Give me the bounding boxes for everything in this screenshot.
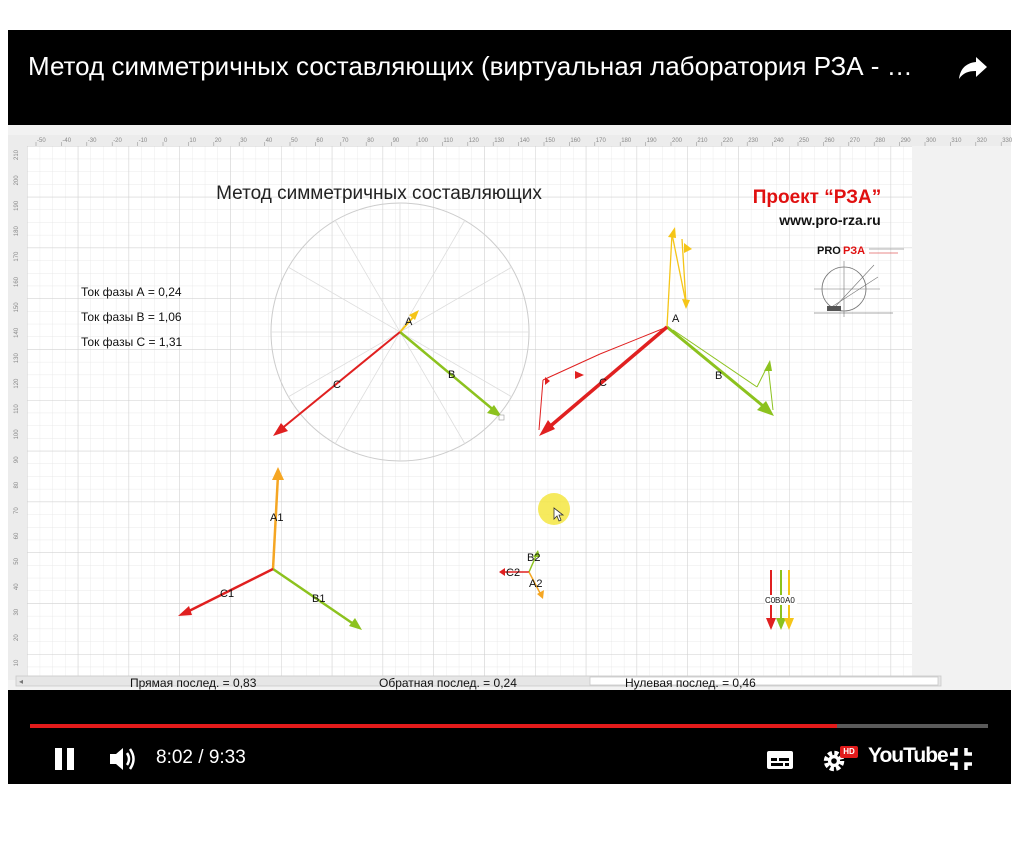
ruler-top-label: 140 — [519, 138, 530, 144]
current-phase-a: Ток фазы А = 0,24 — [81, 285, 182, 299]
ruler-top-label: 50 — [291, 138, 298, 144]
ruler-top-label: 230 — [748, 138, 759, 144]
current-phase-c: Ток фазы С = 1,31 — [81, 335, 183, 349]
time-separator: / — [192, 747, 209, 768]
ruler-top-label: 290 — [900, 138, 911, 144]
ruler-top-label: 170 — [595, 138, 606, 144]
ruler-left-label: 170 — [14, 251, 20, 262]
ruler-top-label: 300 — [926, 138, 937, 144]
zero-sequence-label: Нулевая послед. = 0,46 — [625, 676, 756, 690]
ruler-left-label: 100 — [14, 429, 20, 440]
ruler-left-label: 40 — [14, 583, 20, 591]
website-url: www.pro-rza.ru — [779, 212, 881, 228]
positive-sequence-label: Прямая послед. = 0,83 — [130, 676, 257, 690]
ruler-top-label: 330 — [1002, 138, 1013, 144]
youtube-logo[interactable]: YouTube — [868, 744, 948, 767]
ruler-left-label: 150 — [14, 302, 20, 313]
ruler-top-label: -10 — [138, 138, 148, 144]
ruler-top-label: 150 — [545, 138, 556, 144]
pause-button[interactable] — [52, 746, 78, 772]
ruler-left-label: 10 — [14, 659, 20, 667]
exit-fullscreen-icon — [948, 746, 974, 772]
label-c-sum: C — [599, 377, 607, 389]
ruler-left-label: 80 — [14, 481, 20, 489]
ruler-top-label: 200 — [672, 138, 683, 144]
ruler-top-label: 240 — [773, 138, 784, 144]
ruler-top-label: -30 — [87, 138, 97, 144]
ruler-top-label: 260 — [824, 138, 835, 144]
ruler-top-label: 90 — [392, 138, 400, 144]
title-bar — [8, 30, 1011, 125]
total-time: 9:33 — [208, 747, 246, 768]
volume-icon — [108, 745, 138, 773]
volume-button[interactable] — [108, 745, 138, 773]
ruler-top-label: 280 — [875, 138, 886, 144]
ruler-left-label: 200 — [14, 175, 20, 186]
ruler-left-label: 130 — [14, 353, 20, 364]
share-icon — [956, 50, 990, 84]
ruler-left-label: 120 — [14, 378, 20, 389]
hd-badge: HD — [843, 747, 855, 756]
subtitles-button[interactable] — [765, 748, 795, 772]
ruler-top-label: -20 — [113, 138, 122, 144]
mouse-cursor — [538, 493, 570, 525]
scroll-left-arrow[interactable]: ◂ — [19, 677, 24, 686]
ruler-top-label: 270 — [849, 138, 860, 144]
current-time: 8:02 — [156, 747, 193, 768]
ruler-left-label: 20 — [14, 634, 20, 641]
ruler-top-label: 250 — [799, 138, 810, 144]
pause-icon — [52, 746, 78, 772]
ruler-top-label: 100 — [418, 138, 429, 144]
ruler-left-label: 160 — [14, 276, 20, 288]
ruler-top-label: 220 — [722, 138, 733, 144]
ruler-top-label: 60 — [316, 138, 324, 144]
ruler-top-label: 70 — [341, 138, 349, 144]
ruler-left-labels — [14, 149, 20, 666]
video-player — [8, 30, 1011, 784]
ruler-top-label: 190 — [646, 138, 657, 144]
label-c0: C0 — [765, 596, 776, 605]
ruler-top-label: -40 — [62, 138, 72, 144]
project-title: Проект “РЗА” — [752, 187, 882, 208]
label-a-sum: A — [672, 313, 680, 325]
label-b-sum: B — [715, 370, 723, 382]
subtitles-icon — [765, 748, 795, 772]
label-c2: C2 — [506, 567, 521, 579]
ruler-top-label: 320 — [976, 138, 987, 144]
ruler-top-label: 210 — [697, 138, 708, 144]
slide-heading: Метод симметричных составляющих — [216, 183, 542, 204]
ruler-left-label: 210 — [14, 149, 20, 161]
exit-fullscreen-button[interactable] — [948, 746, 974, 772]
settings-button[interactable] — [820, 742, 860, 774]
current-phase-b: Ток фазы В = 1,06 — [81, 310, 182, 324]
ruler-left-label: 70 — [14, 507, 20, 514]
ruler-top-label: 130 — [494, 138, 505, 144]
progress-played — [30, 724, 837, 728]
video-frame[interactable] — [8, 125, 1011, 690]
label-c1: C1 — [220, 588, 235, 600]
label-b0: B0 — [775, 596, 785, 605]
ruler-top-label: 110 — [443, 138, 453, 144]
logo-pro: PRO — [817, 245, 841, 257]
ruler-top-label: 0 — [164, 138, 168, 144]
ruler-left-label: 30 — [14, 608, 20, 616]
ruler-top-label: 180 — [621, 138, 632, 144]
ruler-top-label: 160 — [570, 138, 581, 144]
ruler-top-label: 10 — [189, 138, 197, 144]
negative-sequence-label: Обратная послед. = 0,24 — [379, 676, 517, 690]
ruler-left-label: 50 — [14, 558, 20, 565]
label-b: B — [448, 369, 456, 381]
video-title[interactable]: Метод симметричных составляющих (виртуальная лаборатория РЗА - … — [28, 51, 913, 81]
ruler-left-label: 60 — [14, 532, 20, 540]
ruler-top-label: -50 — [37, 138, 46, 144]
ruler-left-label: 180 — [14, 226, 20, 237]
ruler-top-label: 20 — [214, 138, 222, 144]
ruler-top-label: 120 — [468, 138, 479, 144]
ruler-left-label: 190 — [14, 200, 20, 211]
label-b1: B1 — [312, 593, 326, 605]
progress-bar[interactable] — [30, 724, 988, 728]
label-a2: A2 — [529, 578, 543, 590]
ruler-left-label: 110 — [14, 404, 20, 414]
ruler-top-label: 80 — [367, 138, 374, 144]
ruler-left-label: 90 — [14, 456, 20, 464]
label-a: A — [405, 316, 413, 328]
ruler-left-label: 140 — [14, 327, 20, 338]
label-a1: A1 — [270, 512, 284, 524]
share-button[interactable] — [956, 50, 990, 84]
label-a0: A0 — [785, 596, 795, 605]
ruler-top-label: 30 — [240, 138, 247, 144]
time-display — [156, 746, 246, 770]
label-b2: B2 — [527, 552, 541, 564]
ruler-top-label: 310 — [951, 138, 962, 144]
label-c: C — [333, 379, 341, 391]
logo-rza: РЗА — [843, 245, 866, 257]
ruler-top-label: 40 — [265, 138, 273, 144]
control-bar — [8, 690, 1011, 784]
